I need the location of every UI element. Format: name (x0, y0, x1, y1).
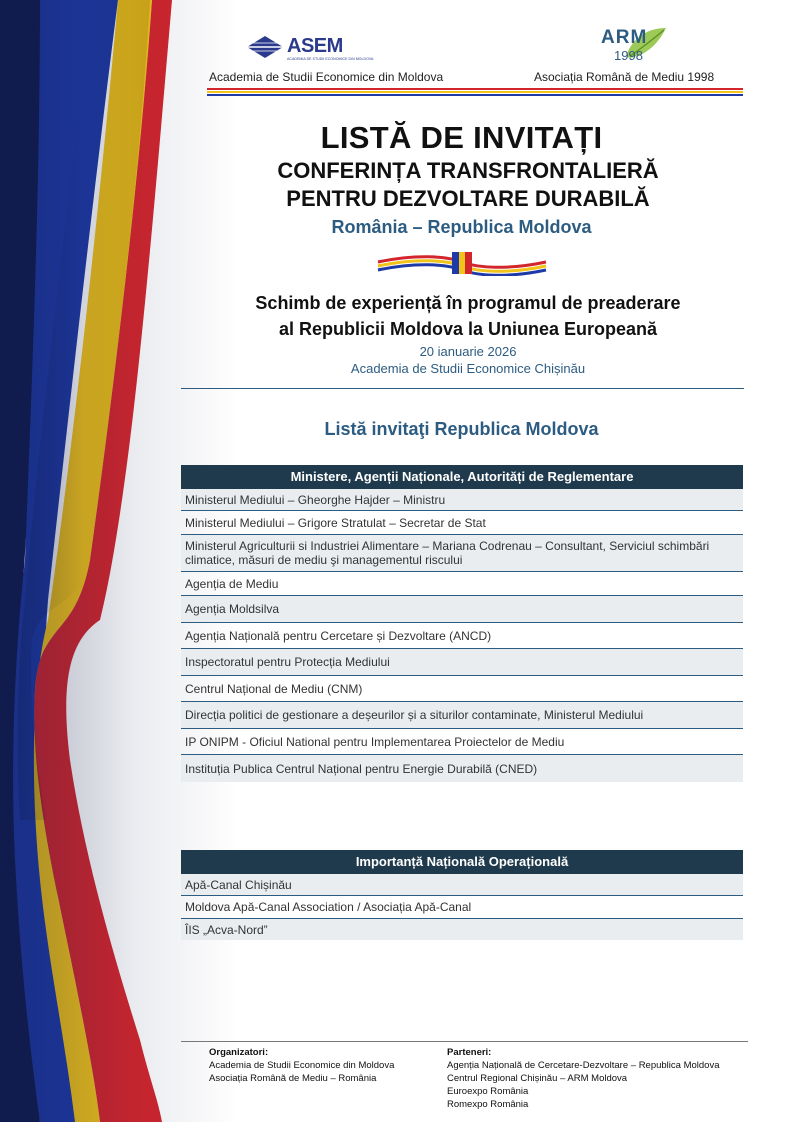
header-stripe-blue (207, 94, 743, 96)
partner-item: Agenția Națională de Cercetare-Dezvoltare – Republica Moldova (447, 1060, 720, 1071)
table-row: IP ONIPM - Oficiul National pentru Implementarea Proiectelor de Mediu (181, 729, 743, 755)
arm-caption: Asociația Română de Mediu 1998 (534, 70, 715, 84)
organizers-block (209, 1046, 434, 1085)
table-row: Apă-Canal Chișinău (181, 874, 743, 896)
table-row: Ministerul Agriculturii si Industriei Alimentare – Mariana Codrenau – Consultant, Serviciul schimbări climatice, măsuri de mediu şi managementul riscului (181, 535, 743, 572)
organizer-item: Asociația Română de Mediu – România (209, 1073, 377, 1084)
conference-title (180, 157, 756, 213)
conference-title-line2: PENTRU DEZVOLTARE DURABILĂ (286, 186, 650, 211)
operational-table (181, 850, 743, 940)
table-row: Agenția de Mediu (181, 572, 743, 596)
table-row: Ministerul Mediului – Grigore Stratulat – Secretar de Stat (181, 511, 743, 535)
arm-logo (598, 26, 668, 66)
header-stripe-red (207, 88, 743, 90)
divider (181, 388, 744, 389)
partner-item: Euroexpo România (447, 1086, 529, 1097)
organizer-item: Academia de Studii Economice din Moldova (209, 1060, 395, 1071)
partners-block (447, 1046, 747, 1111)
table-row: Inspectoratul pentru Protecția Mediului (181, 649, 743, 676)
asem-logo-icon (245, 34, 285, 60)
table-row: Instituția Publica Centrul Național pentru Energie Durabilă (CNED) (181, 755, 743, 782)
table-header: Ministere, Agenții Naționale, Autorități de Reglementare (181, 465, 743, 489)
event-date: 20 ianuarie 2026 (419, 344, 517, 359)
table-row: Agenția Națională pentru Cercetare și Dezvoltare (ANCD) (181, 623, 743, 649)
partner-item: Centrul Regional Chișinău – ARM Moldova (447, 1073, 628, 1084)
table-row: Ministerul Mediului – Gheorghe Hajder – Ministru (181, 489, 743, 511)
table-row: Centrul Național de Mediu (CNM) (181, 676, 743, 702)
event-venue: Academia de Studii Economice Chișinău (350, 361, 586, 376)
header-stripe-yellow (207, 91, 743, 93)
table-row: Moldova Apă-Canal Association / Asociația Apă-Canal (181, 896, 743, 919)
table-row: Agenția Moldsilva (181, 596, 743, 623)
institutions-table (181, 465, 743, 782)
asem-logo (245, 34, 374, 65)
conference-title-line1: CONFERINȚA TRANSFRONTALIERĂ (277, 158, 659, 183)
table-row: Direcția politici de gestionare a deșeurilor și a siturilor contaminate, Ministerul Mediului (181, 702, 743, 729)
asem-caption: Academia de Studii Economice din Moldova (209, 70, 444, 84)
table-row: ÎIS „Acva-Nord” (181, 919, 743, 940)
partner-item: Romexpo România (447, 1099, 529, 1110)
partners-label: Parteneri: (447, 1047, 492, 1058)
page-title: LISTĂ DE INVITAȚI (320, 120, 603, 155)
arm-logo-wordmark: ARM (601, 27, 648, 48)
list-title: Listă invitaţi Republica Moldova (324, 419, 599, 439)
table-header: Importanță Națională Operațională (181, 850, 743, 874)
ribbon-emblem (376, 248, 548, 276)
event-subtitle (180, 290, 756, 342)
countries-subtitle: România – Republica Moldova (331, 217, 592, 237)
asem-logo-wordmark: ASEM (287, 35, 343, 57)
asem-logo-tagline: ACADEMIA DE STUDII ECONOMICE DIN MOLDOVA (287, 57, 374, 61)
organizers-label: Organizatori: (209, 1047, 269, 1058)
footer-divider (181, 1041, 748, 1042)
event-subtitle-line2: al Republicii Moldova la Uniunea Europeană (278, 319, 658, 339)
event-subtitle-line1: Schimb de experiență în programul de preaderare (255, 293, 681, 313)
arm-logo-year: 1998 (614, 48, 643, 63)
